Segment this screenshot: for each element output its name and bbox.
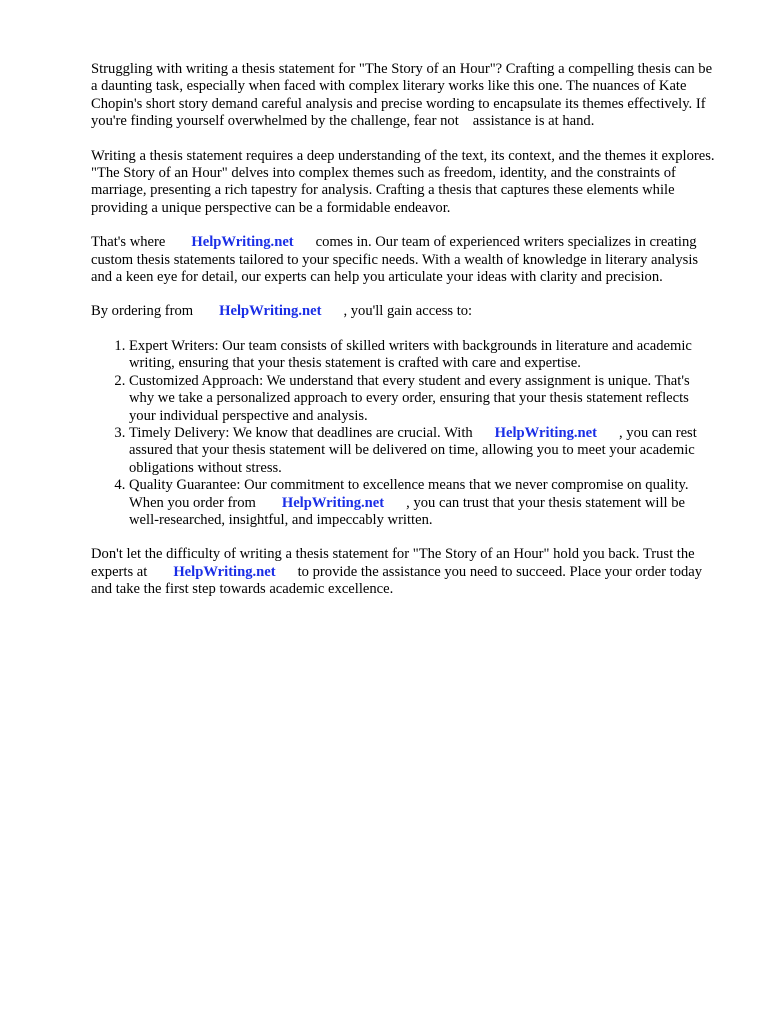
- service-post-text: comes in. Our team of experienced writers specializes in creating custom thesis statements tailored to your specific needs. With a wealth of knowledge in literary analysis and a keen eye for detail, our experts can help you articulate your ideas with clarity and precision.: [91, 234, 699, 286]
- list-item: [129, 373, 717, 425]
- understanding-paragraph: Writing a thesis statement requires a deep understanding of the text, its context, and the themes it explores. "The Story of an Hour" delves into complex themes such as freedom, identity, and the constraints of marriage, presenting a rich tapestry for analysis. Crafting a thesis that captures these elements while providing a unique perspective can be a formidable endeavor.: [91, 147, 715, 216]
- ordering-pre-text: By ordering from: [91, 303, 194, 320]
- list-item-text: Expert Writers: Our team consists of skilled writers with backgrounds in literature and academic writing, ensuring that your thesis statement is crafted with care and expertise.: [129, 337, 692, 372]
- helpwriting-link[interactable]: HelpWriting.net: [173, 563, 276, 580]
- closing-paragraph: [91, 546, 717, 598]
- list-item-pre-text: Quality Guarantee: Our commitment to excellence means that we never compromise on quality. When you order from: [129, 477, 689, 511]
- helpwriting-link[interactable]: HelpWriting.net: [191, 234, 294, 251]
- list-item-pre-text: Timely Delivery: We know that deadlines are crucial. With: [129, 424, 473, 441]
- benefits-list: [91, 338, 717, 529]
- closing-post-text: to provide the assistance you need to succeed. Place your order today and take the first step towards academic excellence.: [91, 563, 703, 598]
- ordering-post-text: , you'll gain access to:: [343, 303, 473, 320]
- list-item: [129, 425, 717, 477]
- helpwriting-link[interactable]: HelpWriting.net: [494, 424, 597, 441]
- document-page: [91, 61, 717, 616]
- helpwriting-link[interactable]: HelpWriting.net: [219, 303, 322, 320]
- closing-pre-text: Don't let the difficulty of writing a thesis statement for "The Story of an Hour" hold you back. Trust the experts at: [91, 546, 695, 580]
- intro-paragraph: [91, 61, 717, 131]
- list-item-text: Customized Approach: We understand that every student and every assignment is unique. That's why we take a personalized approach to every order, ensuring that your thesis statement reflects your individual perspective and analysis.: [129, 372, 690, 424]
- list-item-post-text: , you can trust that your thesis statement will be well-researched, insightful, and impeccably written.: [129, 494, 685, 528]
- list-item: [129, 338, 717, 373]
- intro-text: Struggling with writing a thesis statement for "The Story of an Hour"? Crafting a compelling thesis can be a daunting task, especially when faced with complex literary works like this one. The nuances of Kate Chopin's short story demand careful analysis and precise wording to encapsulate its themes effectively. If you're finding yourself overwhelmed by the challenge, fear not: [91, 61, 713, 130]
- service-pre-text: That's where: [91, 234, 166, 251]
- list-item: [129, 477, 717, 529]
- service-paragraph: [91, 234, 717, 286]
- ordering-paragraph: [91, 303, 717, 320]
- list-item-post-text: , you can rest assured that your thesis statement will be delivered on time, allowing you to meet your academic obligations without stress.: [129, 424, 697, 476]
- helpwriting-link[interactable]: HelpWriting.net: [281, 494, 385, 511]
- intro-tail-text: assistance is at hand.: [472, 113, 595, 130]
